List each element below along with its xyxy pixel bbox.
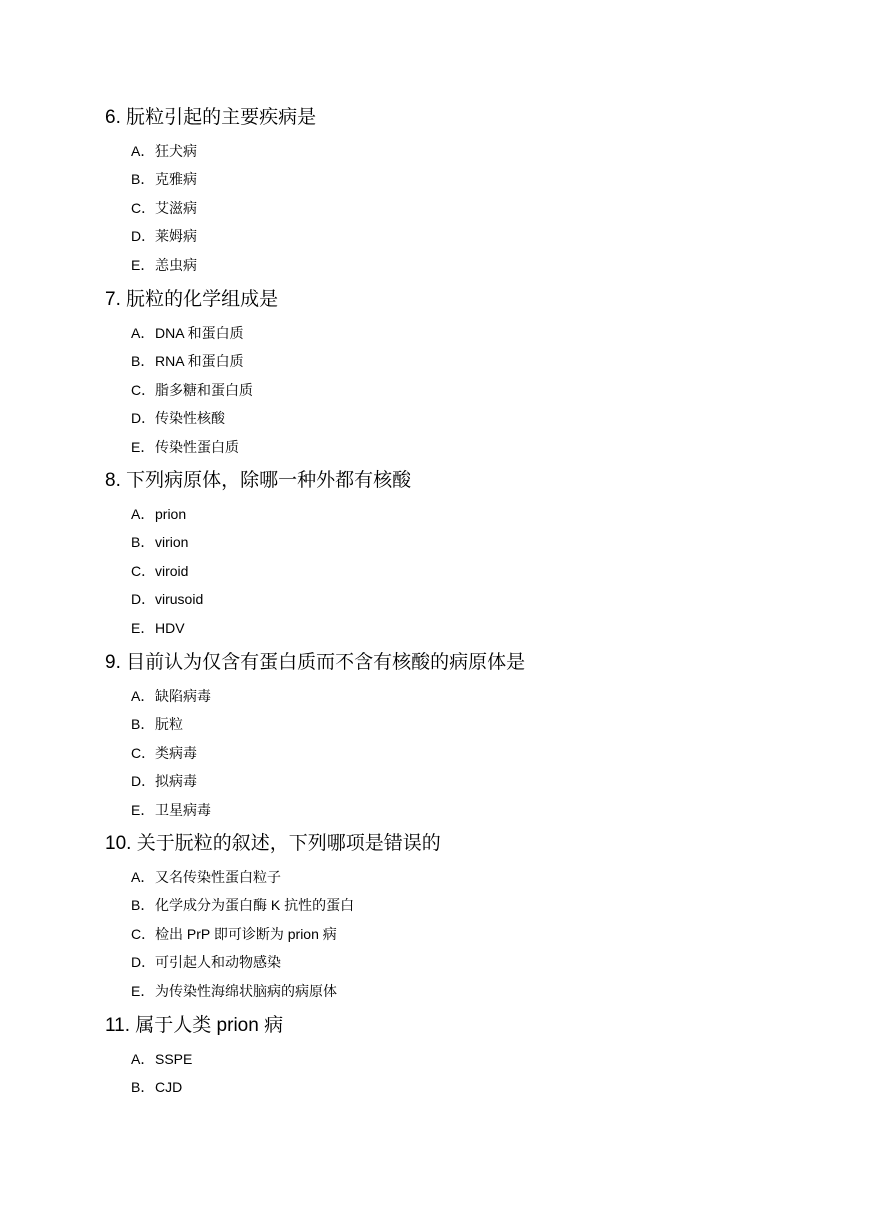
- option-text: prion: [155, 506, 187, 522]
- option-letter: C．: [131, 744, 156, 761]
- option-letter: E．: [131, 256, 155, 273]
- question-11: [105, 1014, 805, 1105]
- option-list: [105, 685, 805, 827]
- question-7: [105, 288, 805, 464]
- option-c: [105, 560, 805, 588]
- option-letter: B．: [131, 716, 155, 733]
- option-e: [105, 436, 805, 464]
- option-letter: A．: [131, 143, 155, 159]
- option-letter: E．: [131, 801, 155, 818]
- option-letter: D．: [131, 228, 156, 245]
- option-text: SSPE: [155, 1051, 193, 1067]
- option-e: [105, 254, 805, 282]
- option-d: [105, 225, 805, 253]
- option-text: CJD: [155, 1079, 183, 1096]
- option-letter: B．: [131, 353, 155, 370]
- option-d: [105, 588, 805, 616]
- option-a: [105, 866, 805, 894]
- option-letter: D．: [131, 591, 156, 608]
- option-a: [105, 685, 805, 713]
- question-8: [105, 469, 805, 645]
- option-text: DNA 和蛋白质: [155, 325, 244, 341]
- option-text: 恙虫病: [155, 256, 197, 273]
- option-text: HDV: [155, 619, 185, 636]
- option-letter: E．: [131, 619, 155, 636]
- option-letter: D．: [131, 773, 156, 790]
- option-b: [105, 531, 805, 559]
- option-b: [105, 350, 805, 378]
- option-a: [105, 140, 805, 168]
- option-list: [105, 140, 805, 282]
- option-text: 化学成分为蛋白酶 K 抗性的蛋白: [155, 897, 355, 914]
- option-text: 莱姆病: [155, 228, 197, 245]
- question-title: 9. 目前认为仅含有蛋白质而不含有核酸的病原体是: [105, 652, 526, 673]
- question-title: 10. 关于朊粒的叙述，下列哪项是错误的: [105, 833, 441, 854]
- option-text: viroid: [155, 562, 189, 579]
- option-b: [105, 1076, 805, 1104]
- option-letter: B．: [131, 534, 155, 551]
- option-letter: A．: [131, 325, 155, 341]
- option-c: [105, 379, 805, 407]
- option-text: 艾滋病: [155, 199, 197, 216]
- question-6: [105, 106, 805, 282]
- option-letter: C．: [131, 925, 156, 942]
- option-d: [105, 770, 805, 798]
- option-letter: D．: [131, 954, 156, 971]
- option-text: 传染性核酸: [155, 410, 225, 427]
- option-c: [105, 197, 805, 225]
- option-letter: B．: [131, 897, 155, 914]
- question-title: 11. 属于人类 prion 病: [105, 1015, 284, 1036]
- option-list: [105, 503, 805, 645]
- option-list: [105, 1048, 805, 1105]
- option-a: [105, 503, 805, 531]
- option-e: [105, 980, 805, 1008]
- option-letter: A．: [131, 869, 155, 885]
- question-title: 7. 朊粒的化学组成是: [105, 289, 279, 310]
- option-text: virusoid: [155, 591, 204, 608]
- option-letter: D．: [131, 410, 156, 427]
- option-letter: A．: [131, 688, 155, 704]
- option-text: 传染性蛋白质: [155, 438, 239, 455]
- option-list: [105, 322, 805, 464]
- option-list: [105, 866, 805, 1008]
- option-text: 类病毒: [155, 744, 197, 761]
- option-c: [105, 742, 805, 770]
- option-c: [105, 923, 805, 951]
- option-letter: A．: [131, 1051, 155, 1067]
- question-title: 8. 下列病原体，除哪一种外都有核酸: [105, 470, 412, 491]
- option-text: 缺陷病毒: [155, 688, 211, 704]
- option-text: 脂多糖和蛋白质: [155, 381, 253, 398]
- option-b: [105, 894, 805, 922]
- option-b: [105, 713, 805, 741]
- option-text: 又名传染性蛋白粒子: [155, 869, 281, 885]
- option-letter: A．: [131, 506, 155, 522]
- question-title: 6. 朊粒引起的主要疾病是: [105, 107, 317, 128]
- option-letter: C．: [131, 381, 156, 398]
- option-text: RNA 和蛋白质: [155, 353, 244, 370]
- option-letter: B．: [131, 171, 155, 188]
- option-text: virion: [155, 534, 189, 551]
- option-text: 卫星病毒: [155, 801, 211, 818]
- option-d: [105, 951, 805, 979]
- option-text: 可引起人和动物感染: [155, 954, 281, 971]
- option-text: 拟病毒: [155, 773, 197, 790]
- option-text: 为传染性海绵状脑病的病原体: [155, 982, 337, 999]
- option-b: [105, 168, 805, 196]
- option-letter: E．: [131, 982, 155, 999]
- option-text: 朊粒: [155, 716, 183, 733]
- option-a: [105, 1048, 805, 1076]
- option-letter: E．: [131, 438, 155, 455]
- option-letter: C．: [131, 562, 156, 579]
- question-10: [105, 832, 805, 1008]
- option-letter: B．: [131, 1079, 155, 1096]
- option-a: [105, 322, 805, 350]
- option-text: 狂犬病: [155, 143, 197, 159]
- option-e: [105, 617, 805, 645]
- question-9: [105, 651, 805, 827]
- option-letter: C．: [131, 199, 156, 216]
- option-text: 检出 PrP 即可诊断为 prion 病: [155, 925, 337, 942]
- option-d: [105, 407, 805, 435]
- option-text: 克雅病: [155, 171, 197, 188]
- option-e: [105, 799, 805, 827]
